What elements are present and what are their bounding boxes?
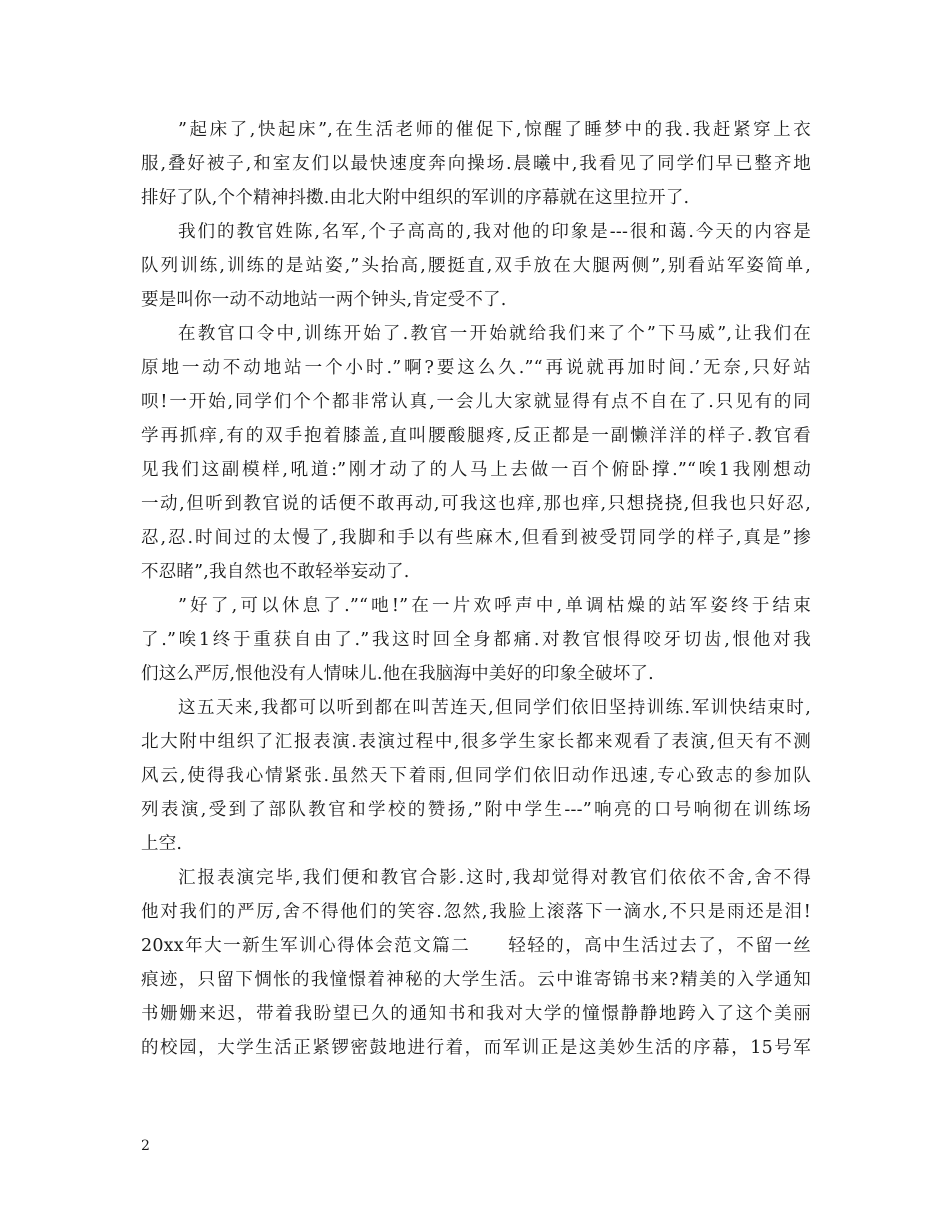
text-line: 上空. — [141, 834, 183, 854]
text-line: 服,叠好被子,和室友们以最快速度奔向操场.晨曦中,我看见了同学们早已整齐地 — [141, 154, 811, 174]
page-number: 2 — [141, 1138, 150, 1154]
text-line: 原地一动不动地站一个小时.”啊?要这么久.”“再说就再加时间.’无奈,只好站 — [141, 358, 811, 378]
text-line: 北大附中组织了汇报表演.表演过程中,很多学生家长都来观看了表演,但天有不测 — [141, 732, 811, 752]
text-line: 汇报表演完毕,我们便和教官合影.这时,我却觉得对教官们依依不舍,舍不得 — [178, 868, 811, 888]
text-line: 在教官口令中,训练开始了.教官一开始就给我们来了个”下马威”,让我们在 — [178, 324, 811, 344]
text-line: 呗!一开始,同学们个个都非常认真,一会儿大家就显得有点不自在了.只见有的同 — [141, 392, 811, 412]
document-body — [141, 113, 811, 1065]
text-line: 列表演,受到了部队教官和学校的赞扬,”附中学生---”响亮的口号响彻在训练场 — [141, 800, 811, 820]
text-line: 学再抓痒,有的双手抱着膝盖,直叫腰酸腿疼,反正都是一副懒洋洋的样子.教官看 — [141, 426, 811, 446]
text-line: 书姗姗来迟，带着我盼望已久的通知书和我对大学的憧憬静静地跨入了这个美丽 — [141, 1004, 811, 1024]
text-line: 痕迹，只留下惆怅的我憧憬着神秘的大学生活。云中谁寄锦书来?精美的入学通知 — [141, 970, 811, 990]
text-line: ”好了,可以休息了.”“吔!”在一片欢呼声中,单调枯燥的站军姿终于结束 — [178, 596, 811, 616]
text-line: 我们的教官姓陈,名军,个子高高的,我对他的印象是---很和蔼.今天的内容是 — [178, 222, 811, 242]
text-line: 排好了队,个个精神抖擞.由北大附中组织的军训的序幕就在这里拉开了. — [141, 188, 690, 208]
text-line: 一动,但听到教官说的话便不敢再动,可我这也痒,那也痒,只想挠挠,但我也只好忍, — [141, 494, 811, 514]
text-line: 要是叫你一动不动地站一两个钟头,肯定受不了. — [141, 290, 507, 310]
text-line: 他对我们的严厉,舍不得他们的笑容.忽然,我脸上滚落下一滴水,不只是雨还是泪! — [141, 902, 811, 922]
text-line: ”起床了,快起床”,在生活老师的催促下,惊醒了睡梦中的我.我赶紧穿上衣 — [178, 120, 811, 140]
text-line: 这五天来,我都可以听到都在叫苦连天,但同学们依旧坚持训练.军训快结束时, — [178, 698, 811, 718]
text-line: 忍,忍.时间过的太慢了,我脚和手以有些麻木,但看到被受罚同学的样子,真是”掺 — [141, 528, 811, 548]
text-line: 了.”唉1终于重获自由了.”我这时回全身都痛.对教官恨得咬牙切齿,恨他对我 — [141, 630, 811, 650]
text-line: 不忍睹”,我自然也不敢轻举妄动了. — [141, 562, 410, 582]
text-line: 见我们这副模样,吼道:”刚才动了的人马上去做一百个俯卧撑.”“唉1我刚想动 — [141, 460, 811, 480]
text-line: 队列训练,训练的是站姿,”头抬高,腰挺直,双手放在大腿两侧”,别看站军姿简单, — [141, 256, 811, 276]
text-line: 风云,使得我心情紧张.虽然天下着雨,但同学们依旧动作迅速,专心致志的参加队 — [141, 766, 811, 786]
text-line: 20xx年大一新生军训心得体会范文篇二 轻轻的，高中生活过去了，不留一丝 — [141, 936, 811, 956]
text-line: 的校园，大学生活正紧锣密鼓地进行着，而军训正是这美妙生活的序幕，15号军 — [141, 1038, 811, 1058]
text-line: 们这么严厉,恨他没有人情味儿.他在我脑海中美好的印象全破坏了. — [141, 664, 654, 684]
